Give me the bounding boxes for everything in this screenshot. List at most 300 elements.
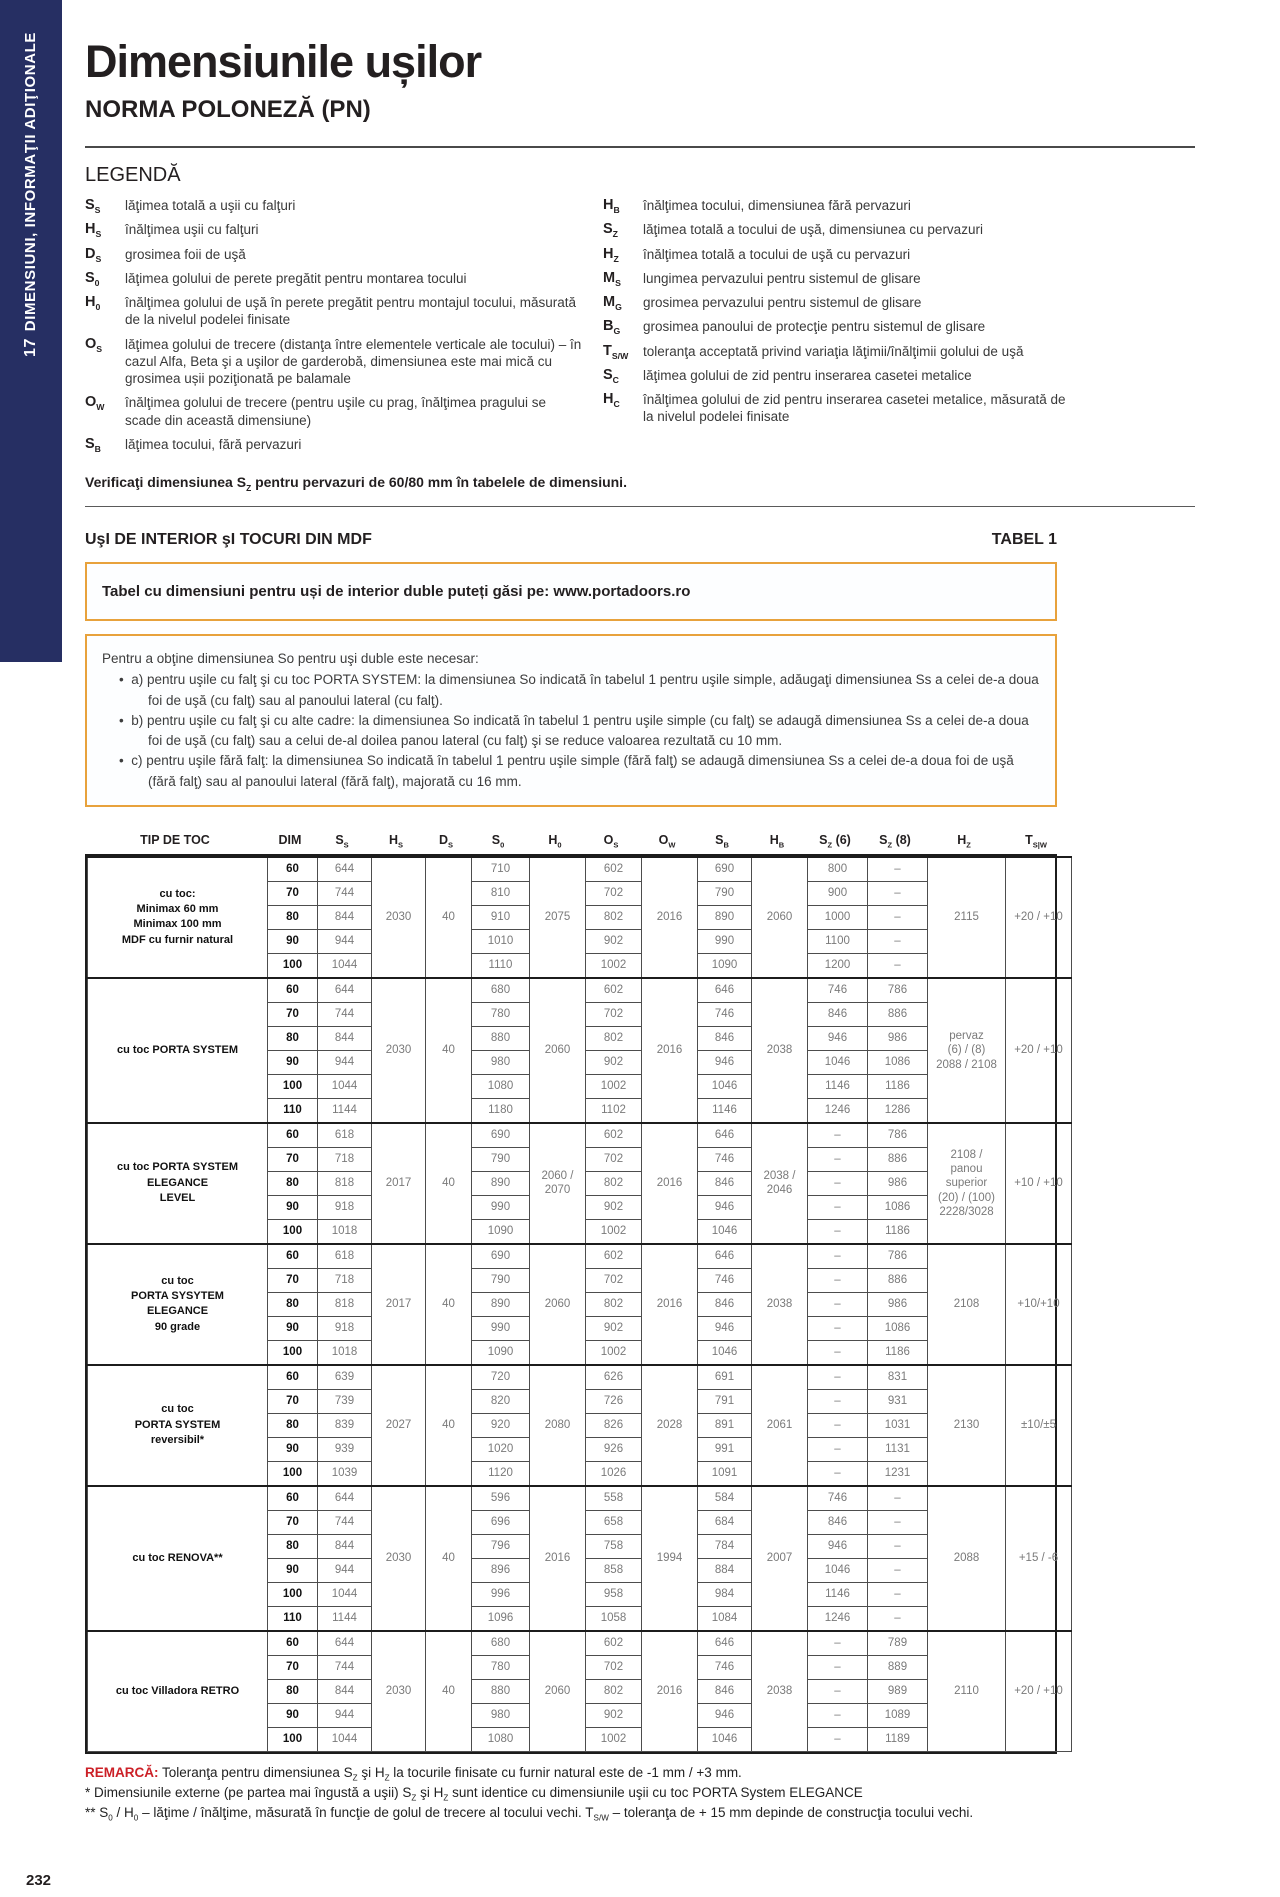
legend-symbol: $S_C$ [603,366,619,385]
legend [85,197,1195,460]
cell-ss: 844 [318,905,372,929]
cell-toc-type: cu toc PORTA SYSTEM ELEGANCE LEVEL [88,1123,268,1244]
cell-sz6: 800 [808,857,868,882]
cell-sz8: 1131 [868,1437,928,1461]
cell-sb: 946 [698,1703,752,1727]
legend-symbol: $B_G$ [603,318,621,337]
legend-symbol: $S_Z$ [603,221,618,240]
cell-sz6: 746 [808,978,868,1003]
sidebar-chapter-title: DIMENSIUNI, INFORMAŢII ADIŢIONALE [22,32,39,332]
cell-sz8: 886 [868,1002,928,1026]
cell-sz6: – [808,1727,868,1751]
cell-sz6: – [808,1123,868,1148]
cell-os: 802 [586,1026,642,1050]
cell-s0: 896 [472,1558,530,1582]
legend-item-right-4 [603,294,1078,311]
info-box-bullet-list [102,670,1040,792]
cell-sz6: – [808,1389,868,1413]
cell-ss: 818 [318,1292,372,1316]
cell-sz8: 1286 [868,1098,928,1123]
legend-item-left-7 [85,436,585,453]
cell-os: 758 [586,1534,642,1558]
cell-s0: 710 [472,857,530,882]
cell-s0: 680 [472,978,530,1003]
cell-sz6: – [808,1244,868,1269]
cell-sz6: 1246 [808,1606,868,1631]
cell-ss: 718 [318,1268,372,1292]
info-box-double-doors-text: Tabel cu dimensiuni pentru uși de interior duble puteți găsi pe: www.portadoors.ro [102,583,691,601]
cell-sb: 1046 [698,1219,752,1244]
cell-s0: 820 [472,1389,530,1413]
cell-sz6: 1046 [808,1558,868,1582]
cell-ss: 639 [318,1365,372,1390]
col-header-8: $O_W$ [658,832,676,850]
cell-sz6: – [808,1703,868,1727]
cell-ss: 1044 [318,1582,372,1606]
info-box-bullet-1: • b) pentru uşile cu falţ şi cu alte cadre: la dimensiunea So indicată în tabelul 1 pentru uşile simple (cu falţ) se adaugă dimensiunea Ss a celei de-a doua foi de uşă (cu falţ) sau a celui de-al doilea panou lateral (cu falţ) şi se reduce valoarea rezultată cu 10 mm. [119,712,1029,749]
cell-s0: 720 [472,1365,530,1390]
cell-sz6: – [808,1461,868,1486]
cell-sz6: 846 [808,1002,868,1026]
cell-ss: 844 [318,1026,372,1050]
cell-os: 726 [586,1389,642,1413]
table-header-row [85,833,1069,854]
cell-hb: 2038 [752,978,808,1123]
legend-symbol: $T_{S/W}$ [603,342,629,361]
cell-ss: 1018 [318,1219,372,1244]
cell-ow: 1994 [642,1486,698,1631]
cell-sz6: – [808,1316,868,1340]
cell-os: 1026 [586,1461,642,1486]
cell-os: 702 [586,1268,642,1292]
legend-definition: lăţimea totală a uşii cu falţuri [125,198,296,213]
cell-sz8: 931 [868,1389,928,1413]
cell-s0: 690 [472,1244,530,1269]
cell-sz8: – [868,1510,928,1534]
cell-tsw: +20 / +10 [1006,978,1072,1123]
cell-hb: 2060 [752,857,808,978]
cell-os: 1102 [586,1098,642,1123]
cell-hs: 2027 [372,1365,426,1486]
cell-hs: 2017 [372,1244,426,1365]
cell-s0: 920 [472,1413,530,1437]
cell-ss: 1044 [318,953,372,978]
table-row-g2-0 [88,1123,1072,1148]
page-subtitle: NORMA POLONEZĂ (PN) [85,96,371,123]
cell-s0: 980 [472,1703,530,1727]
cell-ss: 844 [318,1534,372,1558]
cell-ss: 1044 [318,1727,372,1751]
cell-sz6: – [808,1292,868,1316]
cell-os: 702 [586,1655,642,1679]
cell-ss: 944 [318,1558,372,1582]
cell-dim: 90 [268,929,318,953]
cell-toc-type: cu toc PORTA SYSTEM reversibil* [88,1365,268,1486]
cell-sz6: – [808,1147,868,1171]
cell-os: 802 [586,1679,642,1703]
cell-ow: 2016 [642,857,698,978]
col-header-9: $S_B$ [715,832,729,850]
cell-ss: 1044 [318,1074,372,1098]
cell-sz8: 1189 [868,1727,928,1751]
cell-dim: 100 [268,1727,318,1751]
cell-hs: 2017 [372,1123,426,1244]
cell-s0: 1090 [472,1219,530,1244]
cell-sz8: – [868,1582,928,1606]
cell-sz6: – [808,1340,868,1365]
cell-s0: 980 [472,1050,530,1074]
cell-os: 1058 [586,1606,642,1631]
divider-section [85,506,1195,507]
legend-item-right-8 [603,391,1078,426]
legend-item-right-3 [603,270,1078,287]
cell-ss: 939 [318,1437,372,1461]
page-content [85,0,1195,1823]
cell-dim: 70 [268,1147,318,1171]
cell-dim: 90 [268,1050,318,1074]
cell-dim: 80 [268,1171,318,1195]
cell-s0: 990 [472,1195,530,1219]
cell-s0: 1090 [472,1340,530,1365]
table-row-g4-0 [88,1365,1072,1390]
cell-sz6: – [808,1413,868,1437]
bullet-dot: • [119,753,124,769]
footnote-label: REMARCĂ: [85,1764,159,1780]
legend-symbol: $S_S$ [85,197,101,215]
cell-sb: 1090 [698,953,752,978]
page-title: Dimensiunile ușilor [85,36,482,87]
cell-sz8: 886 [868,1147,928,1171]
cell-os: 626 [586,1365,642,1390]
cell-s0: 690 [472,1123,530,1148]
cell-dim: 70 [268,1268,318,1292]
cell-sz8: 886 [868,1268,928,1292]
cell-dim: 60 [268,857,318,882]
cell-dim: 60 [268,1365,318,1390]
cell-sb: 946 [698,1316,752,1340]
cell-sb: 646 [698,978,752,1003]
footnote-1: * Dimensiunile externe (pe partea mai îngustă a uşii) $S_Z$ şi $H_Z$ sunt identice cu dimensiunile uşii cu toc PORTA System ELEGANCE [85,1784,863,1803]
cell-dim: 80 [268,1679,318,1703]
cell-dim: 100 [268,1582,318,1606]
cell-os: 802 [586,1171,642,1195]
cell-sz6: 900 [808,881,868,905]
cell-sb: 984 [698,1582,752,1606]
cell-ss: 818 [318,1171,372,1195]
cell-sz6: – [808,1219,868,1244]
cell-hz: 2108 / panou superior (20) / (100) 2228/3028 [928,1123,1006,1244]
legend-definition: lăţimea tocului, fără pervazuri [125,436,302,452]
cell-os: 902 [586,1050,642,1074]
cell-sz6: – [808,1679,868,1703]
legend-symbol: $D_S$ [85,245,102,264]
cell-hb: 2038 [752,1631,808,1752]
legend-item-left-1 [85,221,585,238]
cell-sz6: – [808,1195,868,1219]
legend-definition: grosimea foii de uşă [125,246,246,262]
cell-ds: 40 [426,1486,472,1631]
cell-sz6: – [808,1437,868,1461]
col-header-6: $H_0$ [548,832,562,850]
cell-sz8: 786 [868,1244,928,1269]
col-header-1: DIM [278,832,302,847]
legend-definition: înălţimea golului de uşă în perete pregătit pentru montajul tocului, măsurată de la nivelul podelei finisate [125,295,577,328]
cell-os: 1002 [586,1219,642,1244]
cell-os: 1002 [586,1074,642,1098]
col-header-11: $S_Z$ (6) [819,832,851,850]
info-box-double-doors [85,562,1057,621]
cell-s0: 790 [472,1268,530,1292]
cell-s0: 990 [472,1316,530,1340]
cell-dim: 80 [268,1413,318,1437]
cell-sz6: – [808,1268,868,1292]
cell-sb: 884 [698,1558,752,1582]
legend-item-right-0 [603,197,1078,214]
legend-item-left-2 [85,246,585,263]
cell-os: 702 [586,881,642,905]
cell-ow: 2016 [642,1123,698,1244]
cell-dim: 70 [268,1655,318,1679]
bullet-dot: • [119,672,124,688]
cell-sz6: 1246 [808,1098,868,1123]
cell-sb: 1084 [698,1606,752,1631]
cell-os: 1002 [586,1727,642,1751]
legend-symbol: $M_G$ [603,294,622,312]
cell-hz: pervaz (6) / (8) 2088 / 2108 [928,978,1006,1123]
table-row-g3-0 [88,1244,1072,1269]
cell-sb: 1046 [698,1074,752,1098]
cell-dim: 60 [268,1244,318,1269]
cell-sb: 991 [698,1437,752,1461]
cell-ds: 40 [426,1244,472,1365]
legend-definition: lăţimea golului de perete pregătit pentru montarea tocului [125,270,467,286]
info-box-intro: Pentru a obţine dimensiunea So pentru uşi duble este necesar: [102,651,479,667]
cell-sz6: – [808,1171,868,1195]
table-row-g1-0 [88,978,1072,1003]
cell-sz6: 1146 [808,1074,868,1098]
cell-hs: 2030 [372,978,426,1123]
cell-s0: 1180 [472,1098,530,1123]
info-box-bullet-2: • c) pentru uşile fără falţ: la dimensiunea So indicată în tabelul 1 pentru uşile simple (fără falţ) se adaugă dimensiunea Ss a celei de-a doua foi de uşă (fără falţ) sau al panoului lateral (fără falţ), majorată cu 16 mm. [119,753,1014,789]
col-header-4: $D_S$ [438,832,454,850]
cell-tsw: +20 / +10 [1006,857,1072,978]
cell-dim: 60 [268,1123,318,1148]
cell-sz6: – [808,1365,868,1390]
cell-os: 558 [586,1486,642,1511]
cell-ss: 1039 [318,1461,372,1486]
cell-s0: 890 [472,1171,530,1195]
cell-sb: 790 [698,881,752,905]
legend-symbol: $O_S$ [85,335,103,354]
cell-ss: 718 [318,1147,372,1171]
col-header-7: $O_S$ [603,832,619,850]
cell-os: 902 [586,1703,642,1727]
cell-sz6: – [808,1631,868,1656]
cell-os: 826 [586,1413,642,1437]
cell-sz6: 946 [808,1534,868,1558]
cell-h0: 2060 / 2070 [530,1123,586,1244]
cell-sb: 890 [698,905,752,929]
cell-toc-type: cu toc PORTA SYSTEM [88,978,268,1123]
cell-sb: 1146 [698,1098,752,1123]
cell-os: 702 [586,1147,642,1171]
cell-s0: 880 [472,1679,530,1703]
cell-dim: 60 [268,1631,318,1656]
cell-ss: 918 [318,1316,372,1340]
cell-toc-type: cu toc Villadora RETRO [88,1631,268,1752]
table-row-g0-0 [88,857,1072,882]
cell-h0: 2060 [530,978,586,1123]
cell-s0: 890 [472,1292,530,1316]
cell-s0: 790 [472,1147,530,1171]
cell-sb: 846 [698,1026,752,1050]
cell-s0: 1020 [472,1437,530,1461]
cell-sz8: – [868,1606,928,1631]
legend-heading: LEGENDĂ [85,164,181,186]
cell-sb: 691 [698,1365,752,1390]
legend-symbol: $H_Z$ [603,245,619,264]
legend-column-right [603,197,1078,460]
cell-ds: 40 [426,1123,472,1244]
cell-toc-type: cu toc: Minimax 60 mm Minimax 100 mm MDF cu furnir natural [88,857,268,978]
legend-definition: înălţimea golului de trecere (pentru uşile cu prag, înălţimea pragului se scade din această dimensiune) [125,395,546,428]
cell-hb: 2038 / 2046 [752,1123,808,1244]
dimensions-table-border [85,854,1063,1754]
cell-hs: 2030 [372,857,426,978]
col-header-3: $H_S$ [388,832,404,850]
cell-sz8: 786 [868,978,928,1003]
cell-h0: 2075 [530,857,586,978]
legend-definition: toleranţa acceptată privind variaţia lăţimii/înălţimii golului de uşă [643,343,1024,359]
legend-symbol: $H_C$ [603,391,620,410]
cell-hb: 2061 [752,1365,808,1486]
col-header-10: $H_B$ [769,832,785,850]
cell-sz8: 831 [868,1365,928,1390]
cell-s0: 780 [472,1655,530,1679]
cell-dim: 90 [268,1437,318,1461]
cell-sz6: 1200 [808,953,868,978]
cell-os: 602 [586,1123,642,1148]
cell-dim: 70 [268,1389,318,1413]
cell-dim: 100 [268,1461,318,1486]
cell-sz6: 946 [808,1026,868,1050]
cell-ss: 844 [318,1679,372,1703]
cell-sb: 746 [698,1268,752,1292]
cell-sb: 646 [698,1244,752,1269]
cell-hz: 2088 [928,1486,1006,1631]
cell-h0: 2060 [530,1631,586,1752]
cell-sz8: 1186 [868,1074,928,1098]
cell-ss: 644 [318,1486,372,1511]
cell-sz6: 1000 [808,905,868,929]
cell-ss: 944 [318,1050,372,1074]
col-header-0: TIP DE TOC [140,832,210,847]
cell-ow: 2016 [642,1244,698,1365]
cell-os: 802 [586,905,642,929]
cell-sz8: – [868,881,928,905]
cell-tsw: +10/+10 [1006,1244,1072,1365]
cell-os: 702 [586,1002,642,1026]
cell-hz: 2110 [928,1631,1006,1752]
cell-sb: 646 [698,1631,752,1656]
cell-s0: 810 [472,881,530,905]
cell-os: 902 [586,929,642,953]
cell-dim: 100 [268,1219,318,1244]
cell-os: 602 [586,1631,642,1656]
footnotes [85,1763,1135,1823]
col-header-5: $S_0$ [491,832,505,850]
cell-hs: 2030 [372,1486,426,1631]
cell-toc-type: cu toc RENOVA** [88,1486,268,1631]
dimensions-table-zone [85,832,1063,1754]
cell-sb: 846 [698,1292,752,1316]
sidebar-chapter-number: 17 [22,338,39,358]
cell-sz8: 1086 [868,1195,928,1219]
cell-os: 602 [586,857,642,882]
info-box-so-instructions [85,634,1057,807]
cell-sz8: – [868,1534,928,1558]
cell-ss: 839 [318,1413,372,1437]
dimensions-table-header [85,833,1069,854]
cell-ss: 944 [318,1703,372,1727]
legend-item-left-5 [85,336,585,388]
cell-dim: 100 [268,1074,318,1098]
legend-symbol: $M_S$ [603,269,621,288]
cell-dim: 80 [268,1534,318,1558]
cell-s0: 880 [472,1026,530,1050]
cell-s0: 1096 [472,1606,530,1631]
col-header-12: $S_Z$ (8) [879,832,911,850]
cell-dim: 80 [268,905,318,929]
cell-h0: 2060 [530,1244,586,1365]
cell-os: 926 [586,1437,642,1461]
cell-sz8: 1186 [868,1219,928,1244]
legend-definition: înălţimea uşii cu falţuri [125,222,259,238]
cell-hb: 2038 [752,1244,808,1365]
cell-s0: 1120 [472,1461,530,1486]
cell-os: 802 [586,1292,642,1316]
col-header-14: $T_{S|W}$ [1025,832,1047,850]
cell-sb: 784 [698,1534,752,1558]
legend-item-left-6 [85,394,585,429]
legend-symbol: $S_B$ [85,435,101,454]
cell-os: 602 [586,978,642,1003]
cell-dim: 90 [268,1558,318,1582]
cell-s0: 796 [472,1534,530,1558]
cell-sb: 846 [698,1679,752,1703]
cell-tsw: +20 / +10 [1006,1631,1072,1752]
legend-item-right-7 [603,367,1078,384]
cell-dim: 100 [268,953,318,978]
cell-hs: 2030 [372,1631,426,1752]
cell-ow: 2016 [642,1631,698,1752]
table-row-g5-0 [88,1486,1072,1511]
legend-item-right-5 [603,318,1078,335]
cell-dim: 70 [268,881,318,905]
bullet-dot: • [119,712,124,728]
cell-s0: 1110 [472,953,530,978]
cell-s0: 996 [472,1582,530,1606]
table-row-g6-0 [88,1631,1072,1656]
legend-definition: grosimea panoului de protecţie pentru sistemul de glisare [643,319,986,335]
legend-symbol: $H_0$ [85,294,101,312]
cell-ss: 644 [318,857,372,882]
cell-sz8: 1031 [868,1413,928,1437]
cell-ds: 40 [426,1631,472,1752]
cell-os: 858 [586,1558,642,1582]
cell-h0: 2080 [530,1365,586,1486]
legend-definition: înălţimea totală a tocului de uşă cu pervazuri [643,246,911,262]
